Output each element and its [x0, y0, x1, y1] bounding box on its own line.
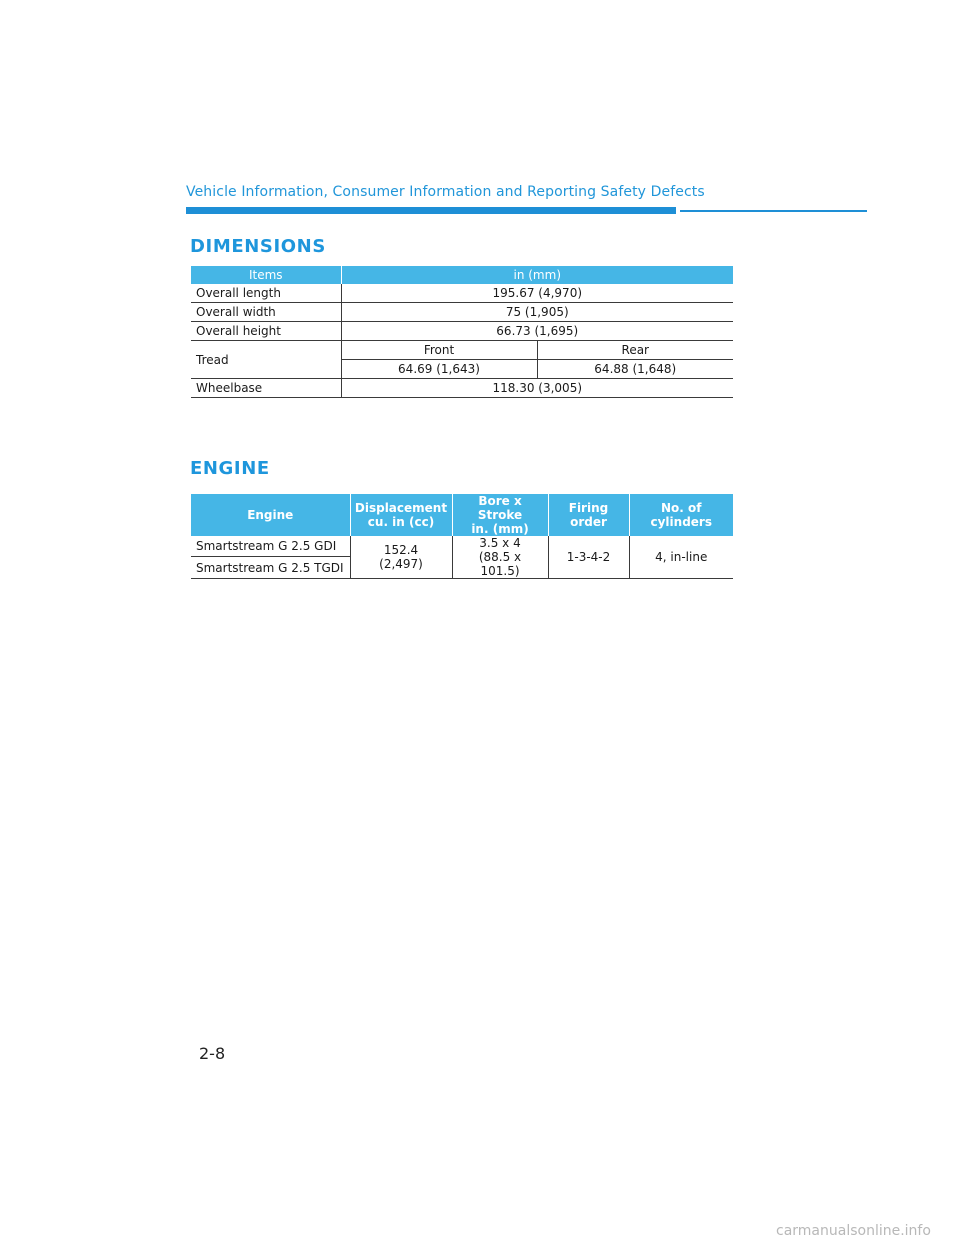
table-row — [191, 341, 733, 360]
dimensions-header-row — [191, 266, 733, 284]
overall-height-value: 66.73 (1,695) — [341, 322, 733, 341]
bore-stroke-line2: (88.5 x 101.5) — [478, 550, 522, 578]
engine-header-bore-stroke — [452, 494, 548, 536]
engine-header-bore-line2: in. (mm) — [471, 522, 529, 536]
page-number: 2-8 — [199, 1044, 226, 1063]
wheelbase-label: Wheelbase — [191, 379, 341, 398]
engine-header-displacement-line2: cu. in (cc) — [367, 515, 435, 529]
engine-table — [191, 494, 733, 579]
watermark: carmanualsonline.info — [776, 1223, 931, 1239]
engine-name-cell: Smartstream G 2.5 TGDI — [191, 557, 350, 579]
engine-header-displacement-line1: Displacement — [354, 501, 448, 515]
dimensions-header-items: Items — [191, 266, 341, 284]
engine-header-row — [191, 494, 733, 536]
engine-title: ENGINE — [190, 458, 270, 479]
dimensions-table — [191, 266, 733, 398]
displacement-line1: 152.4 — [383, 543, 419, 557]
engine-header-displacement — [350, 494, 452, 536]
engine-header-engine: Engine — [191, 494, 350, 536]
bore-stroke-line1: 3.5 x 4 — [479, 536, 521, 550]
wheelbase-value: 118.30 (3,005) — [341, 379, 733, 398]
displacement-line2: (2,497) — [379, 557, 423, 571]
displacement-cell — [350, 536, 452, 579]
table-row — [191, 536, 733, 557]
header-accent-bar — [186, 207, 676, 214]
header-title: Vehicle Information, Consumer Information and Reporting Safety Defects — [186, 184, 705, 200]
overall-length-label: Overall length — [191, 284, 341, 303]
cylinders-cell: 4, in-line — [629, 536, 733, 579]
firing-order-cell: 1-3-4-2 — [548, 536, 629, 579]
overall-width-value: 75 (1,905) — [341, 303, 733, 322]
tread-rear-value: 64.88 (1,648) — [537, 360, 733, 379]
table-row — [191, 322, 733, 341]
engine-header-firing-order: Firing order — [548, 494, 629, 536]
header-rule — [680, 210, 867, 212]
dimensions-title: DIMENSIONS — [190, 236, 326, 257]
engine-name-cell: Smartstream G 2.5 GDI — [191, 536, 350, 557]
engine-header-bore-line1: Bore x Stroke — [477, 494, 523, 522]
dimensions-header-unit: in (mm) — [341, 266, 733, 284]
table-row — [191, 303, 733, 322]
tread-rear-label: Rear — [537, 341, 733, 360]
bore-stroke-cell — [452, 536, 548, 579]
overall-width-label: Overall width — [191, 303, 341, 322]
overall-length-value: 195.67 (4,970) — [341, 284, 733, 303]
table-row — [191, 379, 733, 398]
engine-header-cylinders: No. of cylinders — [629, 494, 733, 536]
tread-label: Tread — [191, 341, 341, 379]
tread-front-value: 64.69 (1,643) — [341, 360, 537, 379]
table-row — [191, 284, 733, 303]
tread-front-label: Front — [341, 341, 537, 360]
overall-height-label: Overall height — [191, 322, 341, 341]
